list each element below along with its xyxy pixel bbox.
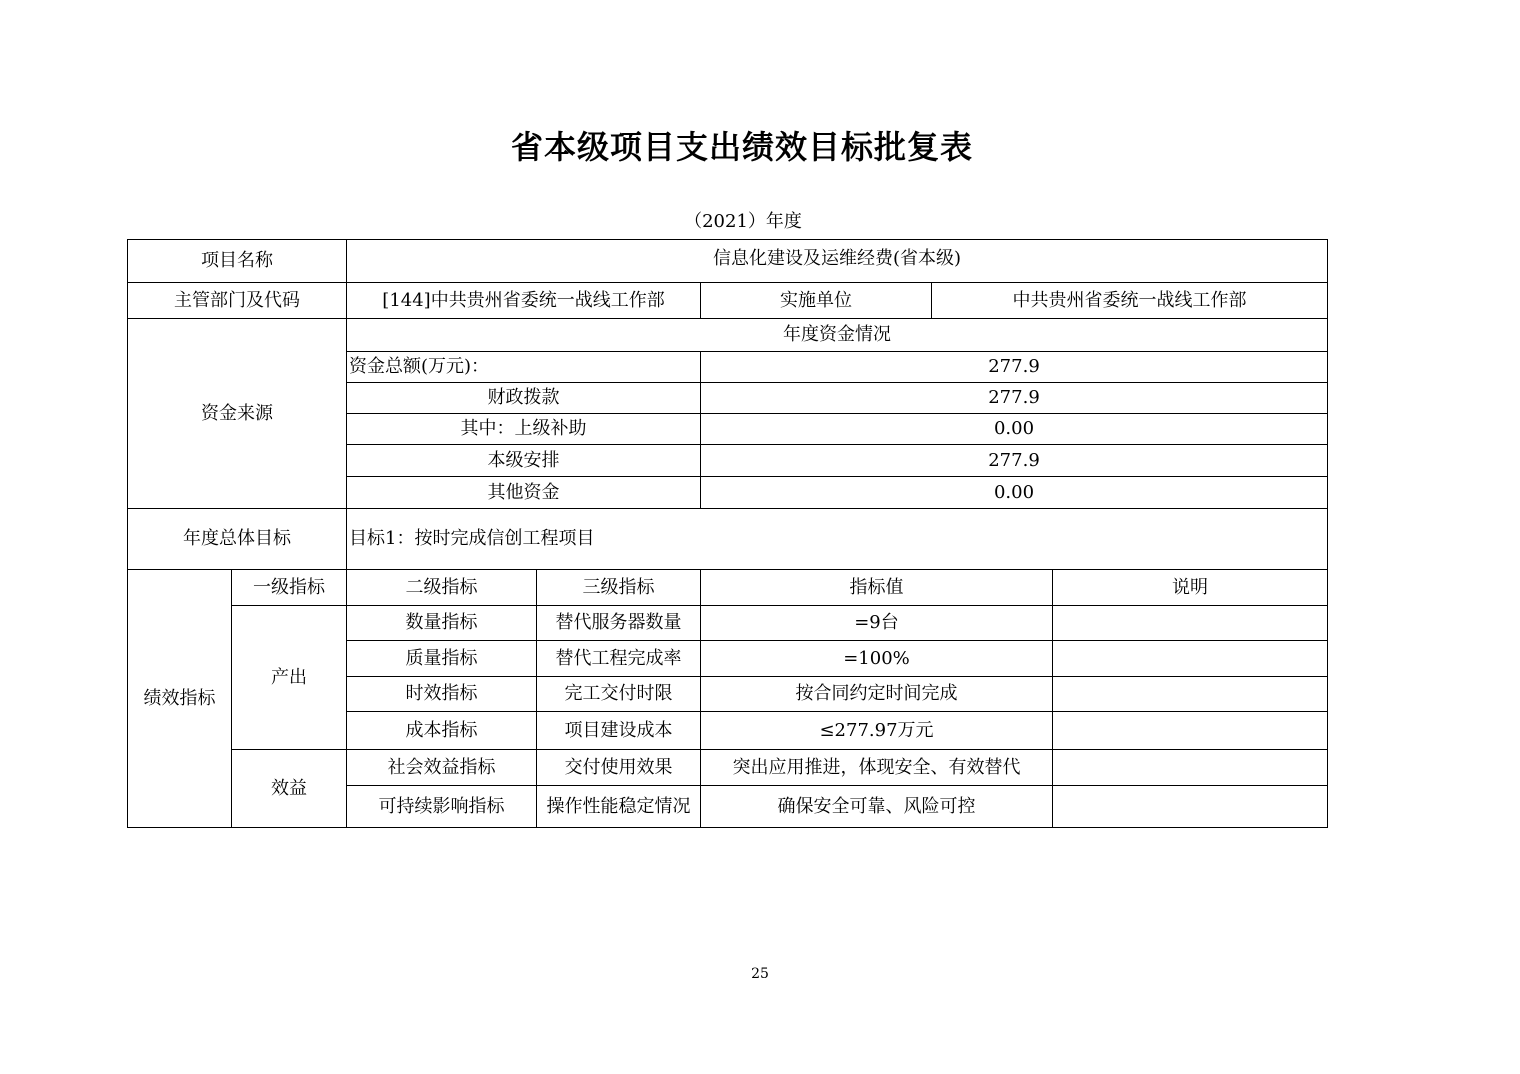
group-benefit-label: 效益 (232, 750, 347, 828)
funds-row-label: 本级安排 (347, 445, 701, 477)
indicator-note (1053, 786, 1328, 828)
indicator-note (1053, 641, 1328, 677)
project-name-cell (347, 240, 1328, 283)
funds-row-value: 0.00 (701, 477, 1328, 509)
level1-header: 一级指标 (232, 570, 347, 606)
level3-cell: 替代工程完成率 (537, 641, 701, 677)
impl-unit-label: 实施单位 (701, 283, 932, 319)
level2-cell: 可持续影响指标 (347, 786, 537, 828)
funds-row-label: 其他资金 (347, 477, 701, 509)
level2-cell: 社会效益指标 (347, 750, 537, 786)
level3-header: 三级指标 (537, 570, 701, 606)
department-row (128, 283, 1328, 319)
group-output-label: 产出 (232, 606, 347, 750)
project-name-row (128, 240, 1328, 283)
level3-cell: 完工交付时限 (537, 677, 701, 712)
indicator-value: 按合同约定时间完成 (701, 677, 1053, 712)
indicator-note (1053, 712, 1328, 750)
indicator-note (1053, 677, 1328, 712)
funds-row-value: 277.9 (701, 383, 1328, 414)
annual-goal-label: 年度总体目标 (128, 509, 347, 570)
level3-cell: 交付使用效果 (537, 750, 701, 786)
indicator-note (1053, 750, 1328, 786)
department-value: [144]中共贵州省委统一战线工作部 (347, 283, 701, 319)
funds-row-label: 财政拨款 (347, 383, 701, 414)
level2-cell: 质量指标 (347, 641, 537, 677)
indicator-row (128, 606, 1328, 641)
indicator-value: 突出应用推进，体现安全、有效替代 (701, 750, 1053, 786)
indicators-label: 绩效指标 (128, 570, 232, 828)
page-number: 25 (751, 966, 769, 982)
level2-cell: 时效指标 (347, 677, 537, 712)
funds-row-label: 资金总额(万元)： (347, 352, 701, 383)
funds-header: 年度资金情况 (347, 319, 1328, 352)
annual-goal-row (128, 509, 1328, 570)
funds-source-label: 资金来源 (128, 319, 347, 509)
indicator-header-row (128, 570, 1328, 606)
indicator-value: =9台 (701, 606, 1053, 641)
level2-cell: 数量指标 (347, 606, 537, 641)
level3-cell: 操作性能稳定情况 (537, 786, 701, 828)
indicator-value: 确保安全可靠、风险可控 (701, 786, 1053, 828)
level2-header: 二级指标 (347, 570, 537, 606)
level2-cell: 成本指标 (347, 712, 537, 750)
indicator-note (1053, 606, 1328, 641)
year-label: （2021）年度 (684, 211, 802, 232)
level3-cell: 项目建设成本 (537, 712, 701, 750)
indicator-row (128, 750, 1328, 786)
indicator-value: ≤277.97万元 (701, 712, 1053, 750)
performance-target-table (127, 239, 1328, 828)
value-header: 指标值 (701, 570, 1053, 606)
note-header: 说明 (1053, 570, 1328, 606)
funds-row-value: 0.00 (701, 414, 1328, 445)
page-title: 省本级项目支出绩效目标批复表 (510, 128, 973, 166)
department-label: 主管部门及代码 (128, 283, 347, 319)
funds-header-row (128, 319, 1328, 352)
annual-goal-value: 目标1：按时完成信创工程项目 (347, 509, 1328, 570)
funds-row-label: 其中：上级补助 (347, 414, 701, 445)
project-name-value: 信息化建设及运维经费(省本级) (712, 248, 962, 269)
project-name-label: 项目名称 (128, 240, 347, 283)
indicator-value: =100% (701, 641, 1053, 677)
funds-row-value: 277.9 (701, 352, 1328, 383)
impl-unit-value: 中共贵州省委统一战线工作部 (932, 283, 1328, 319)
level3-cell: 替代服务器数量 (537, 606, 701, 641)
funds-row-value: 277.9 (701, 445, 1328, 477)
